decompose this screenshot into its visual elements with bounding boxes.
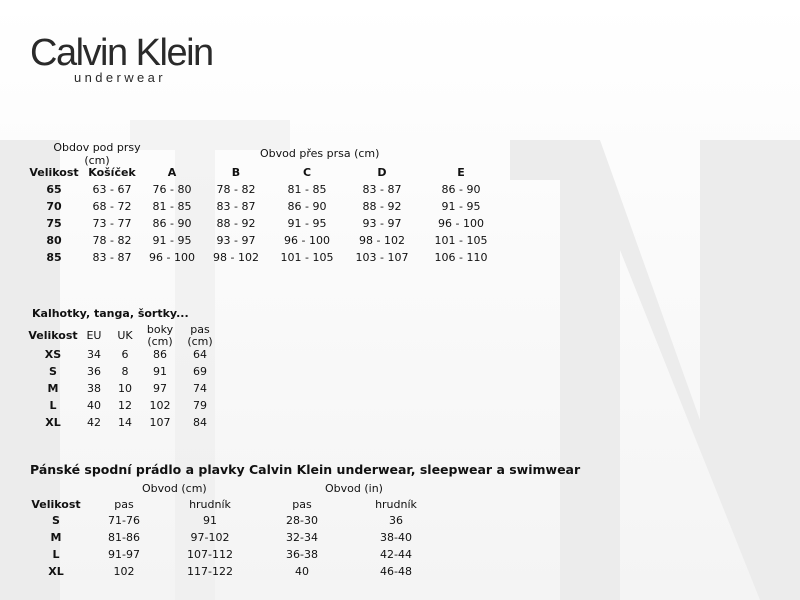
table-cell: 117-122 [187,565,233,578]
table-cell: 40 [87,399,101,412]
column-header: boky [146,323,174,336]
table-cell: 10 [118,382,132,395]
table-cell: 81-86 [108,531,140,544]
table-cell: 86 - 90 [287,200,327,213]
column-header: A [167,166,177,179]
table-cell: 71-76 [108,514,140,527]
table-cell: 102 [149,399,171,412]
column-header: hrudník [189,498,231,511]
table-cell: 74 [193,382,207,395]
table-cell: 28-30 [286,514,318,527]
table-cell: 106 - 110 [434,251,488,264]
table-cell: 101 - 105 [434,234,488,247]
column-header: pas [190,323,210,336]
table-cell: 88 - 92 [216,217,256,230]
table-cell: 86 - 90 [152,217,192,230]
table-cell: 78 - 82 [92,234,132,247]
table-cell: 88 - 92 [362,200,402,213]
table-cell: 101 - 105 [280,251,334,264]
table-cell: 85 [46,251,62,264]
table-cell: 83 - 87 [216,200,256,213]
table-cell: 14 [118,416,132,429]
table-cell: 93 - 97 [216,234,256,247]
column-header: E [457,166,465,179]
table-cell: 34 [87,348,101,361]
column-header: UK [117,329,133,342]
table-cell: 96 - 100 [438,217,484,230]
table-cell: 83 - 87 [362,183,402,196]
table-cell: 64 [193,348,207,361]
table-cell: 42-44 [380,548,412,561]
table-cell: 102 [113,565,135,578]
column-header: pas [292,498,312,511]
table-cell: 73 - 77 [92,217,132,230]
table-cell: 6 [121,348,129,361]
mens-title: Pánské spodní prádlo a plavky Calvin Klein underwear, sleepwear a swimwear [30,462,581,477]
column-header: Velikost [31,498,81,511]
table-cell: 40 [295,565,309,578]
table-cell: 97 [153,382,167,395]
table-cell: 91 [153,365,167,378]
table-cell: 63 - 67 [92,183,132,196]
table-cell: 91-97 [108,548,140,561]
table-cell: 80 [46,234,62,247]
table-cell: 91 [203,514,217,527]
table-cell: M [50,531,62,544]
logo-brand: Calvin Klein [30,32,213,74]
table-cell: 103 - 107 [355,251,409,264]
table-cell: 84 [193,416,207,429]
column-unit: (cm) [187,335,213,348]
column-unit: (cm) [147,335,173,348]
table-cell: 96 - 100 [149,251,195,264]
column-header: C [302,166,312,179]
table-cell: 107 [149,416,171,429]
table-cell: 68 - 72 [92,200,132,213]
column-header: hrudník [375,498,417,511]
table-cell: 83 - 87 [92,251,132,264]
table-cell: 86 - 90 [441,183,481,196]
table-cell: 97-102 [190,531,230,544]
table-cell: 38-40 [380,531,412,544]
table-cell: XS [44,348,62,361]
table-cell: XL [48,565,64,578]
table-cell: S [52,514,60,527]
bra-underband-header: Obdov pod prsy (cm) [53,141,141,167]
table-cell: 75 [46,217,62,230]
table-cell: 93 - 97 [362,217,402,230]
table-cell: 69 [193,365,207,378]
column-header: D [377,166,387,179]
mens-group-in: Obvod (in) [325,482,383,495]
bra-bust-header: Obvod přes prsa (cm) [260,147,380,160]
column-header: EU [86,329,102,342]
table-cell: 32-34 [286,531,318,544]
table-cell: 8 [121,365,129,378]
table-cell: 98 - 102 [213,251,259,264]
table-cell: 76 - 80 [152,183,192,196]
table-cell: 46-48 [380,565,412,578]
table-cell: 91 - 95 [287,217,327,230]
table-cell: XL [45,416,61,429]
table-cell: 79 [193,399,207,412]
table-cell: M [47,382,59,395]
table-cell: 91 - 95 [152,234,192,247]
column-header: B [231,166,241,179]
table-cell: 12 [118,399,132,412]
table-cell: 107-112 [187,548,233,561]
table-cell: 65 [46,183,62,196]
table-cell: 91 - 95 [441,200,481,213]
table-cell: 81 - 85 [152,200,192,213]
table-cell: 42 [87,416,101,429]
table-cell: 98 - 102 [359,234,405,247]
column-header: Velikost [29,166,79,179]
column-header: pas [114,498,134,511]
table-cell: 96 - 100 [284,234,330,247]
table-cell: 70 [46,200,62,213]
briefs-title: Kalhotky, tanga, šortky... [32,307,189,320]
mens-group-cm: Obvod (cm) [142,482,207,495]
table-cell: 86 [153,348,167,361]
table-cell: S [49,365,57,378]
calvin-klein-logo [30,34,213,85]
table-cell: 36 [389,514,403,527]
logo-sub: underwear [74,70,167,85]
column-header: Velikost [28,329,78,342]
column-header: Košíček [88,166,136,179]
table-cell: 78 - 82 [216,183,256,196]
table-cell: L [49,399,57,412]
table-cell: 38 [87,382,101,395]
table-cell: L [52,548,60,561]
table-cell: 36-38 [286,548,318,561]
table-cell: 81 - 85 [287,183,327,196]
table-cell: 36 [87,365,101,378]
